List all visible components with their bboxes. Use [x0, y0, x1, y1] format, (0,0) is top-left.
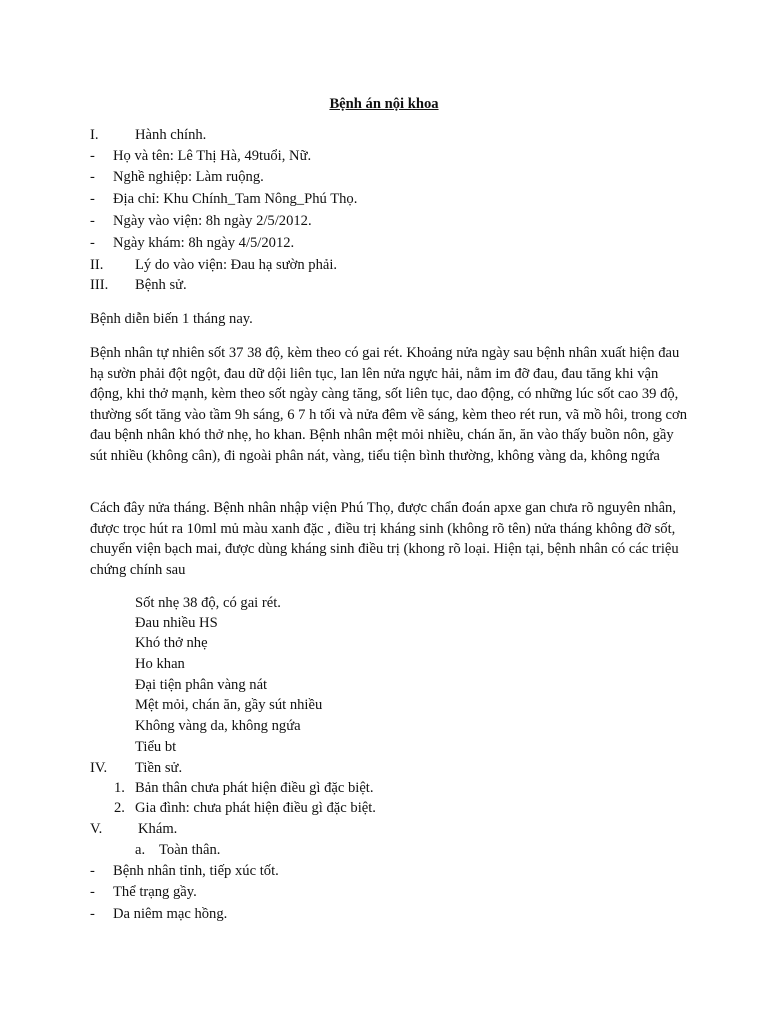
section-1-marker: I. [90, 127, 99, 143]
exam-item: Thể trạng gầy. [113, 884, 197, 900]
section-2-marker: II. [90, 257, 104, 273]
exam-date: Ngày khám: 8h ngày 4/5/2012. [113, 235, 295, 251]
list-dash: - [90, 906, 95, 922]
section-1-heading: Hành chính. [135, 127, 207, 143]
numbered-marker: 2. [114, 800, 125, 816]
onset-line: Bệnh diễn biến 1 tháng nay. [90, 311, 253, 327]
sub-marker: a. [135, 842, 146, 858]
symptom-item: Ho khan [135, 656, 185, 672]
list-dash: - [90, 235, 95, 251]
general-exam-heading: Toàn thân. [159, 842, 221, 858]
section-4-heading: Tiền sử. [135, 760, 183, 776]
patient-name: Họ và tên: Lê Thị Hà, 49tuổi, Nữ. [113, 148, 312, 164]
symptom-item: Tiểu bt [135, 739, 177, 755]
section-3-marker: III. [90, 277, 109, 293]
exam-item: Bệnh nhân tỉnh, tiếp xúc tốt. [113, 863, 279, 879]
history-paragraph-1: Bệnh nhân tự nhiên sốt 37 38 độ, kèm theo có gai rét. Khoảng nửa ngày sau bệnh nhân xuất hiện đau hạ sườn phải đột ngột, đau dữ dội liên tục, lan lên nửa ngực hải, nằm im đỡ đau, đau tăng khi vận động, khi thở mạnh, kèm theo sốt ngày càng tăng, sốt liên tục, dao động, có những lúc sốt cao 39 độ, thường sốt tăng vào tầm 9h sáng, 6 7 h tối và nửa đêm về sáng, kèm theo rét run, vã mồ hôi, trong cơn đau bệnh nhân khó thở nhẹ, ho khan. Bệnh nhân mệt mỏi nhiều, chán ăn, ăn vào thấy buồn nôn, gầy sút nhiều (không cân), đi ngoài phân nát, vàng, tiểu tiện bình thường, không vàng da, không ngứa [90, 345, 688, 464]
address: Địa chỉ: Khu Chính_Tam Nông_Phú Thọ. [113, 191, 358, 207]
list-dash: - [90, 191, 95, 207]
personal-history: Bản thân chưa phát hiện điều gì đặc biệt. [135, 780, 374, 796]
list-dash: - [90, 863, 95, 879]
section-2-heading: Lý do vào viện: Đau hạ sườn phải. [135, 257, 338, 273]
section-4-marker: IV. [90, 760, 108, 776]
symptom-item: Sốt nhẹ 38 độ, có gai rét. [135, 595, 281, 611]
section-5-marker: V. [90, 821, 103, 837]
section-5-heading: Khám. [138, 821, 178, 837]
numbered-marker: 1. [114, 780, 125, 796]
list-dash: - [90, 213, 95, 229]
list-dash: - [90, 169, 95, 185]
document-title: Bệnh án nội khoa [329, 96, 439, 112]
exam-item: Da niêm mạc hồng. [113, 906, 228, 922]
symptom-item: Không vàng da, không ngứa [135, 718, 301, 734]
symptom-item: Khó thở nhẹ [135, 635, 208, 651]
symptom-item: Đại tiện phân vàng nát [135, 677, 268, 693]
list-dash: - [90, 884, 95, 900]
symptom-item: Mệt mỏi, chán ăn, gầy sút nhiều [135, 697, 323, 713]
admission-date: Ngày vào viện: 8h ngày 2/5/2012. [113, 213, 312, 229]
section-3-heading: Bệnh sử. [135, 277, 187, 293]
family-history: Gia đình: chưa phát hiện điều gì đặc biệt. [135, 800, 376, 816]
history-paragraph-2: Cách đây nửa tháng. Bệnh nhân nhập viện Phú Thọ, được chẩn đoán apxe gan chưa rõ nguyên nhân, được trọc hút ra 10ml mủ màu xanh đặc , điều trị kháng sinh (không rõ tên) nửa tháng không đỡ sốt, chuyển viện bạch mai, được dùng kháng sinh điều trị (khong rõ loại. Hiện tại, bệnh nhân có các triệu chứng chính sau [90, 500, 679, 578]
occupation: Nghề nghiệp: Làm ruộng. [113, 169, 264, 185]
symptom-item: Đau nhiều HS [135, 615, 218, 631]
list-dash: - [90, 148, 95, 164]
